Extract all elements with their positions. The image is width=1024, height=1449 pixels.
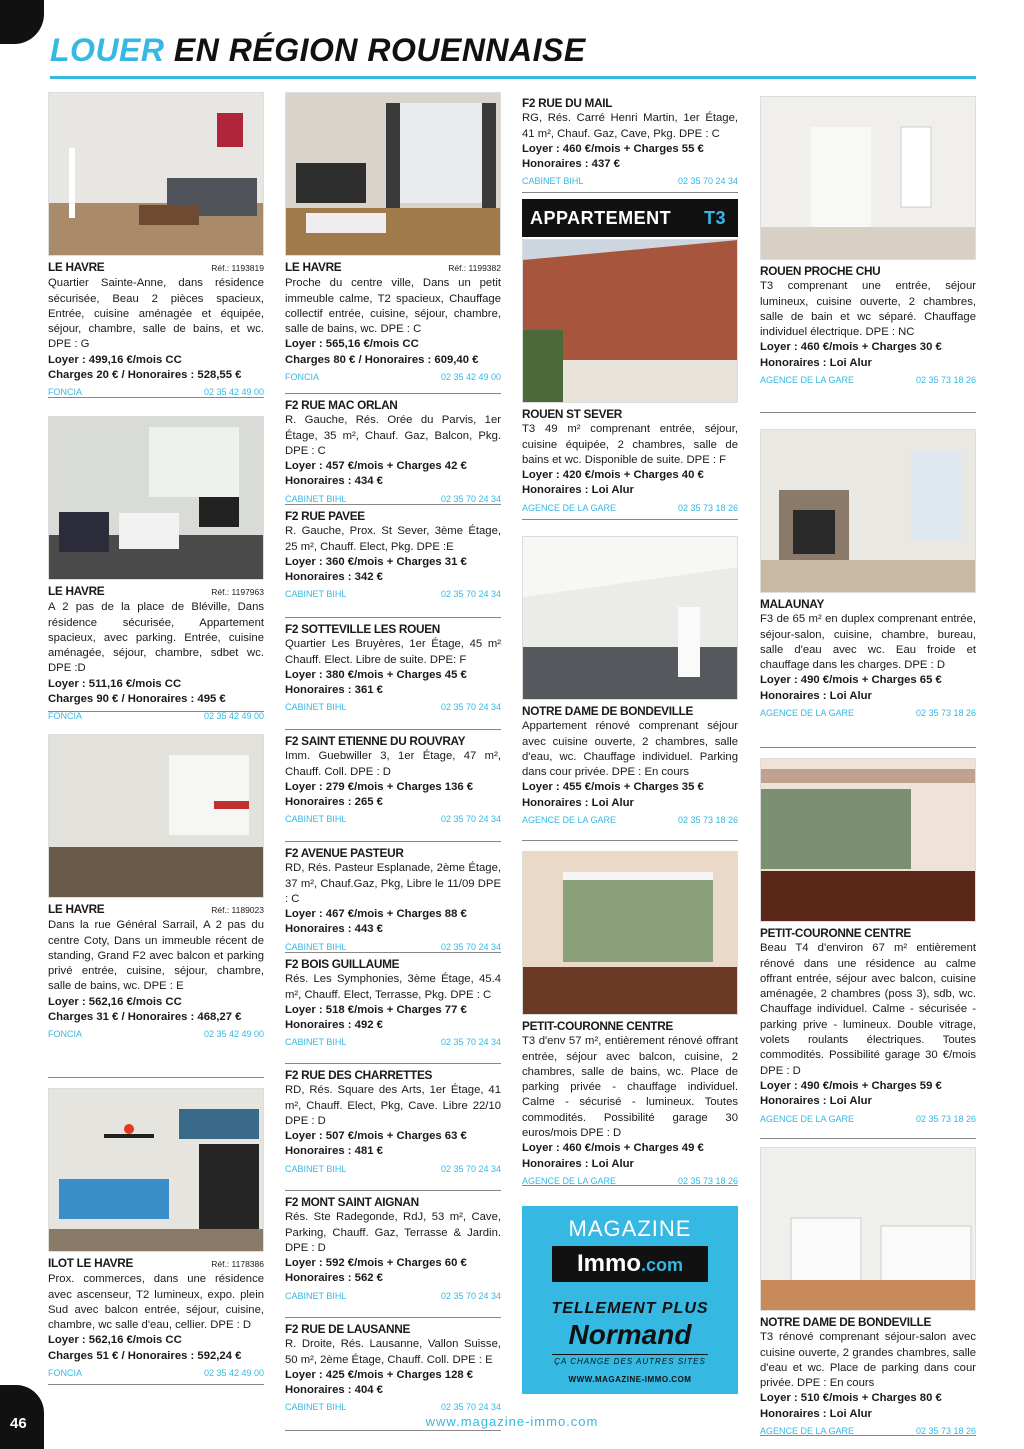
listing-fees: Charges 90 € / Honoraires : 495 € (48, 693, 226, 706)
listing-fees: Honoraires : Loi Alur (522, 796, 634, 809)
ad-tagline-1: TELLEMENT PLUS (551, 1300, 709, 1317)
listing-title: LE HAVRE (285, 260, 342, 274)
listing-description: RG, Rés. Carré Henri Martin, 1er Étage, 41 m², Chauf. Gaz, Cave, Pkg. DPE : C (522, 112, 738, 140)
agency-phone[interactable]: 02 35 70 24 34 (440, 941, 501, 952)
listing (760, 260, 976, 413)
listing-title: NOTRE DAME DE BONDEVILLE (760, 1315, 932, 1329)
listing-title: F2 BOIS GUILLAUME (285, 957, 400, 971)
listing-title: LE HAVRE (48, 584, 105, 598)
listing-fees: Honoraires : 562 € (285, 1272, 383, 1285)
listing (760, 593, 976, 748)
listing (522, 700, 738, 841)
agency-name[interactable]: CABINET BIHL (285, 1290, 347, 1301)
agency-phone[interactable]: 02 35 70 24 34 (440, 589, 501, 600)
listing-ref: Réf.: 1193819 (211, 263, 264, 273)
listing-description: F3 de 65 m² en duplex comprenant entrée, séjour-salon, cuisine, chambre, bureau, salle d'eau avec wc. Eau froide et chauffage dans les charges. DPE : D (760, 613, 976, 672)
listing-fees: Honoraires : Loi Alur (760, 689, 872, 702)
listing (285, 256, 501, 394)
agency-phone[interactable]: 02 35 70 24 34 (440, 493, 501, 504)
listing-photo[interactable] (760, 758, 976, 922)
agency-phone[interactable]: 02 35 70 24 34 (440, 702, 501, 713)
listing-description: T3 d'env 57 m², entièrement rénové offrant entrée, séjour avec balcon, cuisine, 2 chambres, salle de bains, wc. Place de parking privée - chauffage individuel. Calme - sécurisé - lumineux. Toutes commodités. Possibilité garage 30 euros/mois DPE : D (522, 1035, 738, 1140)
listing-photo[interactable] (285, 92, 501, 256)
listing-rent: Loyer : 490 €/mois + Charges 65 € (760, 674, 942, 687)
listing-fees: Charges 31 € / Honoraires : 468,27 € (48, 1011, 242, 1024)
listing-photo[interactable] (760, 429, 976, 593)
page-title-rest: EN RÉGION ROUENNAISE (173, 32, 586, 68)
listing (285, 505, 501, 618)
listing-title: F2 RUE PAVEE (285, 509, 365, 523)
listing-rent: Loyer : 380 €/mois + Charges 45 € (285, 668, 467, 681)
listing-fees: Honoraires : Loi Alur (522, 1157, 634, 1170)
listing-title: PETIT-COURONNE CENTRE (760, 926, 911, 940)
listing-description: A 2 pas de la place de Bléville, Dans résidence sécurisée, Appartement spacieux, avec parking. Entrée, cuisine aménagée, séjour, chambre, sdbet wc. DPE :D (48, 601, 264, 675)
listing-title: MALAUNAY (760, 597, 825, 611)
listing-description: R. Gauche, Prox. St Sever, 3ème Étage, 25 m², Chauff. Elect, Pkg. DPE :E (285, 525, 501, 553)
agency-phone[interactable]: 02 35 73 18 26 (677, 1175, 738, 1186)
category-banner (522, 199, 738, 237)
listing-rent: Loyer : 490 €/mois + Charges 59 € (760, 1079, 942, 1092)
listing (285, 842, 501, 953)
listing-fees: Honoraires : 492 € (285, 1019, 383, 1032)
listing-rent: Loyer : 507 €/mois + Charges 63 € (285, 1130, 467, 1143)
listing-title: F2 RUE DE LAUSANNE (285, 1322, 411, 1336)
listing-description: Prox. commerces, dans une résidence avec ascenseur, T2 lumineux, expo. plein Sud avec balcon entrée, séjour, cuisine, chambre, wc salle d'eau, cellier. DPE : D (48, 1273, 264, 1332)
listing-title: NOTRE DAME DE BONDEVILLE (522, 704, 694, 718)
banner-type: T3 (703, 207, 726, 228)
agency-name[interactable]: AGENCE DE LA GARE (760, 375, 855, 386)
agency-name[interactable]: AGENCE DE LA GARE (522, 502, 617, 513)
listing-description: R. Gauche, Rés. Orée du Parvis, 1er Étage, 35 m², Chauf. Gaz, Balcon, Pkg. DPE : C (285, 414, 501, 457)
listing-rent: Loyer : 457 €/mois + Charges 42 € (285, 460, 467, 473)
agency-name[interactable]: CABINET BIHL (285, 493, 347, 504)
listing-description: Imm. Guebwiller 3, 1er Étage, 47 m², Chauff. Coll. DPE : D (285, 750, 501, 778)
listing-rent: Loyer : 467 €/mois + Charges 88 € (285, 908, 467, 921)
listing-description: T3 49 m² comprenant entrée, séjour, cuisine équipée, 2 chambres, salle de bains et wc. Disponible de suite. DPE : F (522, 423, 738, 466)
listing-ref: Réf.: 1178386 (211, 1259, 264, 1269)
listing-rent: Loyer : 562,16 €/mois CC (48, 1334, 182, 1347)
listing-title: F2 SOTTEVILLE LES ROUEN (285, 622, 440, 636)
listing-fees: Honoraires : Loi Alur (760, 1095, 872, 1108)
agency-name[interactable]: AGENCE DE LA GARE (760, 1426, 855, 1437)
listing-description: Rés. Ste Radegonde, RdJ, 53 m², Cave, Parking, Chauff. Gaz, Terrasse & Jardin. DPE : D (285, 1211, 501, 1254)
listing-fees: Honoraires : Loi Alur (760, 356, 872, 369)
listing (522, 96, 738, 193)
listing (285, 618, 501, 730)
listing-photo[interactable] (522, 851, 738, 1015)
agency-name[interactable]: CABINET BIHL (285, 589, 347, 600)
listing-title: F2 SAINT ETIENNE DU ROUVRAY (285, 734, 466, 748)
agency-phone[interactable]: 02 35 70 24 34 (440, 1163, 501, 1174)
listing-fees: Honoraires : Loi Alur (760, 1407, 872, 1420)
listing-rent: Loyer : 511,16 €/mois CC (48, 677, 182, 690)
page-title-accent: LOUER (50, 32, 165, 68)
listing-rent: Loyer : 460 €/mois + Charges 30 € (760, 341, 942, 354)
agency-name[interactable]: CABINET BIHL (285, 814, 347, 825)
column-4 (760, 96, 976, 1436)
listing-description: Quartier Les Bruyères, 1er Étage, 45 m² Chauff. Elect. Libre de suite. DPE: F (285, 638, 501, 666)
listing-rent: Loyer : 460 €/mois + Charges 49 € (522, 1142, 704, 1155)
listing-ref: Réf.: 1199382 (448, 263, 501, 273)
listing-rent: Loyer : 592 €/mois + Charges 60 € (285, 1257, 467, 1270)
listing-fees: Charges 51 € / Honoraires : 592,24 € (48, 1349, 242, 1362)
listing-rent: Loyer : 518 €/mois + Charges 77 € (285, 1003, 467, 1016)
listing-photo[interactable] (48, 416, 264, 580)
listing-rent: Loyer : 455 €/mois + Charges 35 € (522, 781, 704, 794)
agency-phone[interactable]: 02 35 70 24 34 (440, 1037, 501, 1048)
listing-photo[interactable] (48, 734, 264, 898)
agency-phone[interactable]: 02 35 73 18 26 (915, 1113, 976, 1124)
agency-name[interactable]: CABINET BIHL (285, 1402, 347, 1413)
agency-phone[interactable]: 02 35 73 18 26 (677, 502, 738, 513)
listing (48, 898, 264, 1078)
listing-description: Proche du centre ville, Dans un petit immeuble calme, T2 spacieux, Chauffage collectif entrée, cuisine, séjour, chambre, salle de bains, wc. DPE : C (285, 277, 501, 336)
agency-phone[interactable]: 02 35 42 49 00 (203, 387, 264, 398)
listing (522, 403, 738, 520)
listing-rent: Loyer : 562,16 €/mois CC (48, 995, 182, 1008)
listing (522, 1015, 738, 1186)
listing-ref: Réf.: 1197963 (211, 587, 264, 597)
corner-decoration-top (0, 0, 44, 44)
listing-rent: Loyer : 499,16 €/mois CC (48, 353, 182, 366)
listing-description: Quartier Sainte-Anne, dans résidence sécurisée, Beau 2 pièces spacieux, Entrée, cuisine aménagée et équipée, séjour, chambre, salle de bains, et wc. DPE : G (48, 277, 264, 351)
agency-name[interactable]: FONCIA (48, 1029, 83, 1040)
listing-title: F2 AVENUE PASTEUR (285, 846, 404, 860)
agency-phone[interactable]: 02 35 42 49 00 (203, 1029, 264, 1040)
agency-phone[interactable]: 02 35 42 49 00 (440, 372, 501, 383)
listing-fees: Honoraires : 265 € (285, 796, 383, 809)
listing-fees: Honoraires : 404 € (285, 1384, 383, 1397)
ad-tagline-3: ÇA CHANGE DES AUTRES SITES (552, 1354, 708, 1366)
listing (285, 1191, 501, 1318)
listing-photo[interactable] (48, 92, 264, 256)
listing-title: LE HAVRE (48, 260, 105, 274)
listing-rent: Loyer : 279 €/mois + Charges 136 € (285, 780, 474, 793)
agency-name[interactable]: AGENCE DE LA GARE (760, 708, 855, 719)
agency-phone[interactable]: 02 35 42 49 00 (203, 1368, 264, 1379)
listing-rent: Loyer : 565,16 €/mois CC (285, 338, 419, 351)
listing-photo[interactable] (48, 1088, 264, 1252)
column-2 (285, 92, 501, 1431)
ad-url[interactable]: WWW.MAGAZINE-IMMO.COM (568, 1375, 692, 1384)
agency-phone[interactable]: 02 35 73 18 26 (915, 708, 976, 719)
listing-fees: Honoraires : 342 € (285, 571, 383, 584)
listing-title: F2 MONT SAINT AIGNAN (285, 1195, 419, 1209)
agency-phone[interactable]: 02 35 70 24 34 (440, 1290, 501, 1301)
ad-tagline-2: Normand (568, 1319, 692, 1350)
listing-title: F2 RUE MAC ORLAN (285, 398, 398, 412)
listing-description: Dans la rue Général Sarrail, A 2 pas du centre Coty, Dans un immeuble récent de standing, Grand F2 avec balcon et parking privé entrée, cuisine, séjour, chambre, salle de bains, wc. DPE : E (48, 919, 264, 993)
listing (285, 953, 501, 1064)
listing (285, 394, 501, 505)
agency-name[interactable]: AGENCE DE LA GARE (760, 1113, 855, 1124)
listing (285, 730, 501, 842)
listing-description: RD, Rés. Pasteur Esplanade, 2ème Étage, 37 m², Chauf.Gaz, Pkg, Libre le 11/09 DPE : C (285, 862, 501, 905)
listing-fees: Charges 20 € / Honoraires : 528,55 € (48, 369, 242, 382)
listing-description: Appartement rénové comprenant séjour avec cuisine ouverte, 2 chambres, salle d'eau, wc. Chauffage individuel. Parking dans cour privée. DPE : En cours (522, 720, 738, 779)
listing-ref: Réf.: 1189023 (211, 905, 264, 915)
agency-name[interactable]: CABINET BIHL (522, 176, 584, 187)
magazine-immo-ad[interactable] (522, 1206, 738, 1394)
agency-phone[interactable]: 02 35 73 18 26 (677, 815, 738, 826)
listing-title: LE HAVRE (48, 902, 105, 916)
listing-description: Beau T4 d'environ 67 m² entièrement rénové dans une résidence au calme offrant entrée, séjour avec balcon, cuisine aménagée, 2 chambres (poss 3), sdb, wc. Chauffage individuel. Calme - sécurisée - parking prive - lumineux. Double vitrage, volets roulants électriques. Toutes commodités. Possibilité garage 30 €/mois DPE : D (760, 942, 976, 1077)
agency-name[interactable]: FONCIA (48, 387, 83, 398)
listing-fees: Honoraires : 434 € (285, 475, 383, 488)
listing-photo[interactable] (760, 1147, 976, 1311)
listing-description: RD, Rés. Square des Arts, 1er Étage, 41 m², Chauff. Elect, Pkg, Cave. Libre 22/10 DPE : D (285, 1084, 501, 1127)
listing-rent: Loyer : 460 €/mois + Charges 55 € (522, 142, 704, 155)
listing-title: F2 RUE DES CHARRETTES (285, 1068, 433, 1082)
agency-name[interactable]: CABINET BIHL (285, 941, 347, 952)
listing-title: ROUEN PROCHE CHU (760, 264, 881, 278)
agency-phone[interactable]: 02 35 73 18 26 (915, 375, 976, 386)
listing (48, 256, 264, 398)
listing-title: F2 RUE DU MAIL (522, 96, 613, 110)
agency-name[interactable]: FONCIA (285, 372, 320, 383)
listing-photo[interactable] (522, 239, 738, 403)
listing-fees: Charges 80 € / Honoraires : 609,40 € (285, 353, 479, 366)
page-title (50, 32, 586, 69)
agency-name[interactable]: FONCIA (48, 711, 83, 722)
ad-brand-logo: Immo.com (552, 1246, 708, 1282)
agency-name[interactable]: AGENCE DE LA GARE (522, 1175, 617, 1186)
agency-phone[interactable]: 02 35 42 49 00 (203, 711, 264, 722)
listing-description: T3 comprenant une entrée, séjour lumineux, cuisine ouverte, 2 chambres, salle de bain et wc séparé. Chauffage individuel électrique. DPE : NC (760, 280, 976, 339)
listing-photo[interactable] (760, 96, 976, 260)
listing-photo[interactable] (522, 536, 738, 700)
listing-rent: Loyer : 360 €/mois + Charges 31 € (285, 555, 467, 568)
listing (48, 580, 264, 722)
listing-rent: Loyer : 420 €/mois + Charges 40 € (522, 469, 704, 482)
banner-label: APPARTEMENT (530, 207, 672, 228)
agency-phone[interactable]: 02 35 70 24 34 (440, 1402, 501, 1413)
listing-title: PETIT-COURONNE CENTRE (522, 1019, 673, 1033)
agency-phone[interactable]: 02 35 73 18 26 (915, 1426, 976, 1437)
listing-fees: Honoraires : 437 € (522, 158, 620, 171)
agency-name[interactable]: AGENCE DE LA GARE (522, 815, 617, 826)
listing (760, 922, 976, 1139)
listing (48, 1252, 264, 1385)
listing-fees: Honoraires : 481 € (285, 1145, 383, 1158)
column-3 (522, 96, 738, 1394)
agency-name[interactable]: CABINET BIHL (285, 702, 347, 713)
page-number: 46 (10, 1415, 27, 1432)
listing-description: R. Droite, Rés. Lausanne, Vallon Suisse, 50 m², 2ème Étage, Chauff. Coll. DPE : E (285, 1338, 501, 1366)
footer-url[interactable]: www.magazine-immo.com (425, 1414, 599, 1429)
listing-rent: Loyer : 510 €/mois + Charges 80 € (760, 1392, 942, 1405)
header-rule (50, 76, 976, 79)
column-1 (48, 92, 264, 1385)
listing-description: T3 rénové comprenant séjour-salon avec cuisine ouverte, 2 grandes chambres, salle d'eau et wc. Place de parking dans cour privée. DPE : En cours (760, 1331, 976, 1390)
agency-name[interactable]: CABINET BIHL (285, 1037, 347, 1048)
listing-fees: Honoraires : 443 € (285, 923, 383, 936)
listing-title: ILOT LE HAVRE (48, 1256, 134, 1270)
agency-phone[interactable]: 02 35 70 24 34 (440, 814, 501, 825)
listing-title: ROUEN ST SEVER (522, 407, 623, 421)
listing-description: Rés. Les Symphonies, 3ème Étage, 45.4 m², Chauff. Elect, Terrasse, Pkg. DPE : C (285, 973, 501, 1001)
agency-phone[interactable]: 02 35 70 24 34 (677, 176, 738, 187)
agency-name[interactable]: FONCIA (48, 1368, 83, 1379)
listing-fees: Honoraires : 361 € (285, 684, 383, 697)
agency-name[interactable]: CABINET BIHL (285, 1163, 347, 1174)
listing-rent: Loyer : 425 €/mois + Charges 128 € (285, 1368, 474, 1381)
listing (285, 1064, 501, 1191)
listing-fees: Honoraires : Loi Alur (522, 484, 634, 497)
ad-brand-line1: MAGAZINE (568, 1216, 692, 1241)
